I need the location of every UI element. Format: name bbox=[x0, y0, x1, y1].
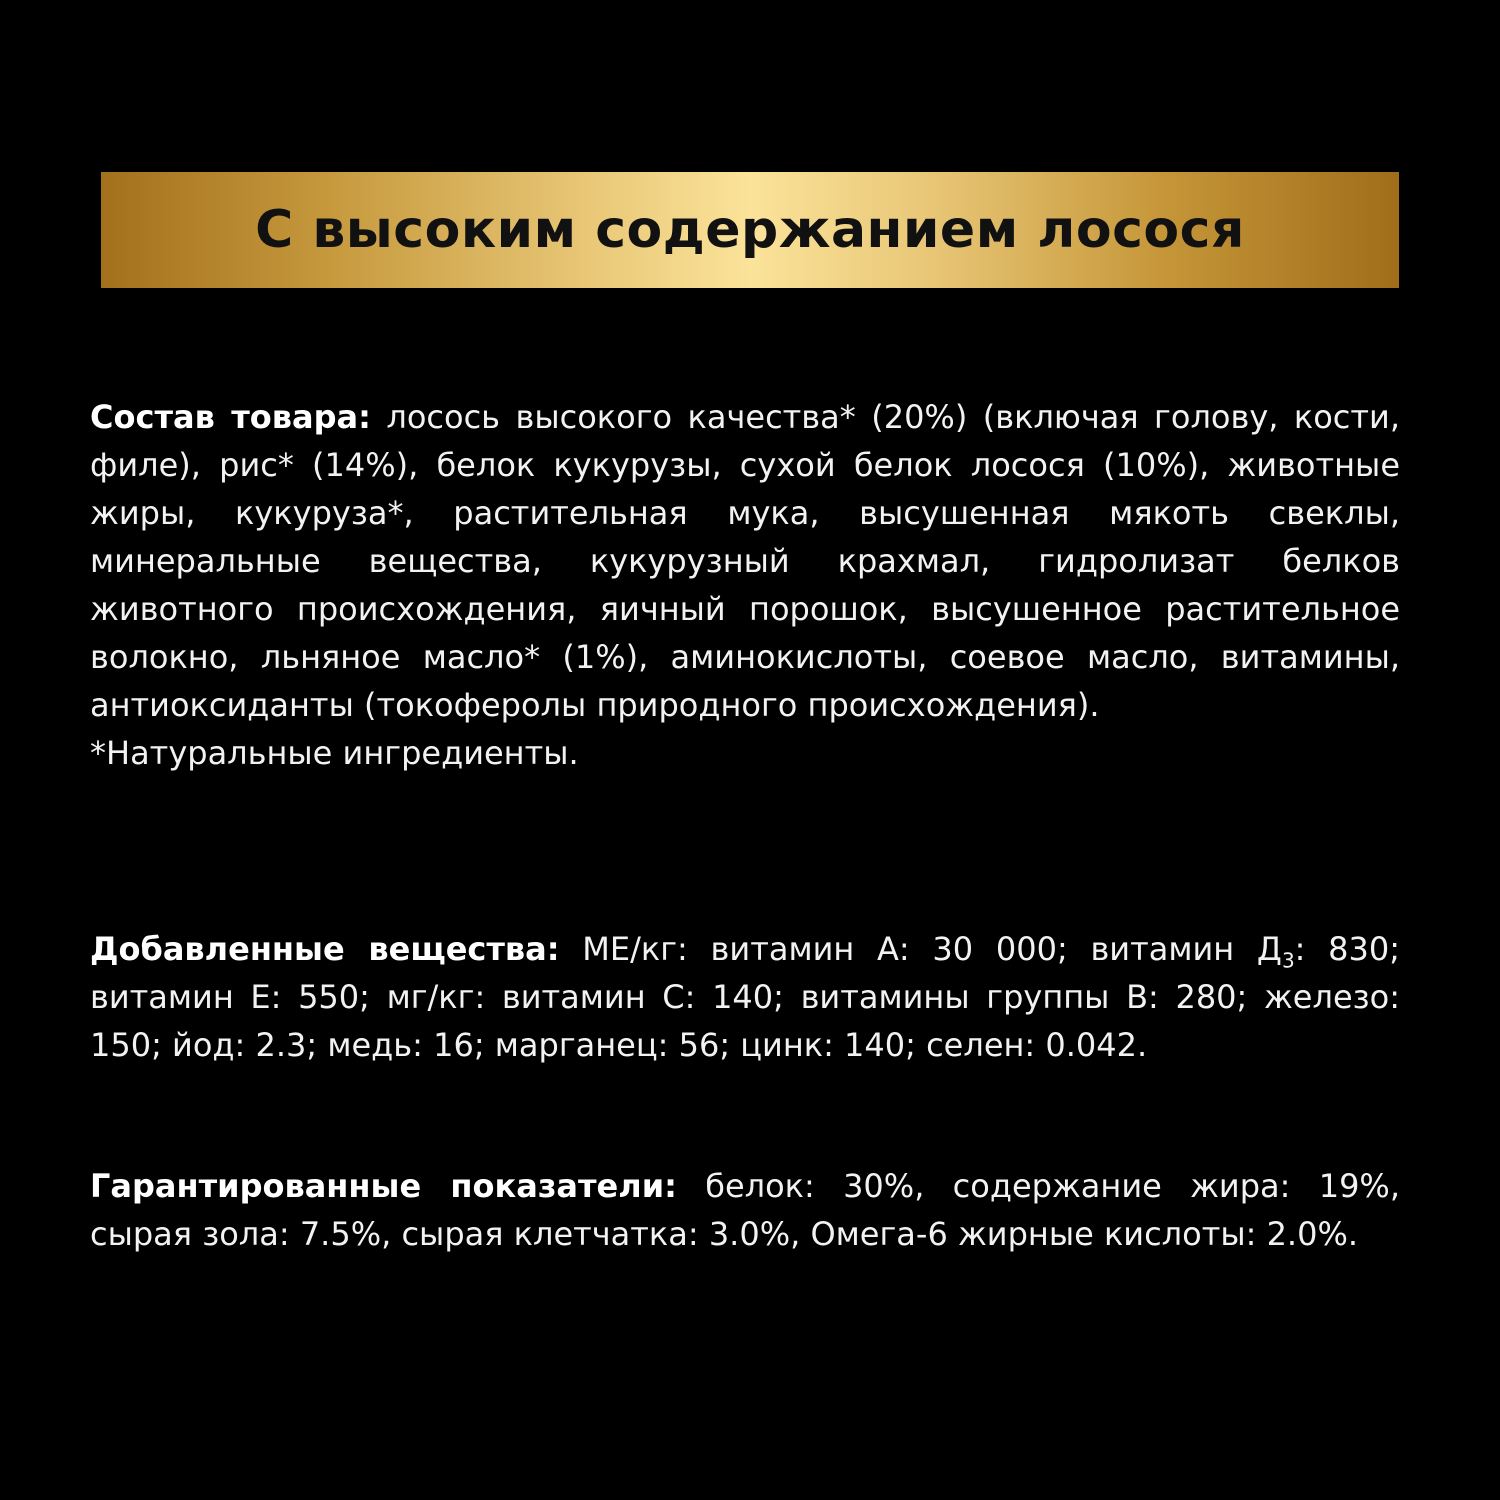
additives-text-end: : 830; витамин Е: 550; мг/кг: витамин С: 140; витамины группы В: 280; железо: 150; йод: 2.3; медь: 16; марганец: 56; цинк: 140; селен: 0.042. bbox=[90, 930, 1401, 1064]
additives-section bbox=[90, 925, 1400, 1069]
guaranteed-section bbox=[90, 1162, 1400, 1258]
composition-footnote: *Натуральные ингредиенты. bbox=[90, 734, 579, 772]
title-banner bbox=[101, 172, 1399, 288]
additives-label: Добавленные вещества: bbox=[90, 930, 560, 968]
vitamin-d-subscript: 3 bbox=[1281, 948, 1295, 973]
guaranteed-label: Гарантированные показатели: bbox=[90, 1167, 677, 1205]
composition-text: лосось высокого качества* (20%) (включая голову, кости, филе), рис* (14%), белок кукурузы, сухой белок лосося (10%), животные жиры, кукуруза*, растительная мука, высушенная мякоть свеклы, минеральные вещества, кукурузный крахмал, гидролизат белков животного происхождения, яичный порошок, высушенное растительное волокно, льняное масло* (1%), аминокислоты, соевое масло, витамины, антиоксиданты (токоферолы природного происхождения). bbox=[90, 398, 1400, 724]
composition-label: Состав товара: bbox=[90, 398, 371, 436]
guaranteed-text: белок: 30%, содержание жира: 19%, сырая зола: 7.5%, сырая клетчатка: 3.0%, Омега-6 жирные кислоты: 2.0%. bbox=[90, 1167, 1401, 1253]
additives-text-start: МЕ/кг: витамин А: 30 000; витамин Д bbox=[582, 930, 1282, 968]
banner-title: С высоким содержанием лосося bbox=[255, 200, 1245, 260]
composition-section bbox=[90, 393, 1400, 777]
